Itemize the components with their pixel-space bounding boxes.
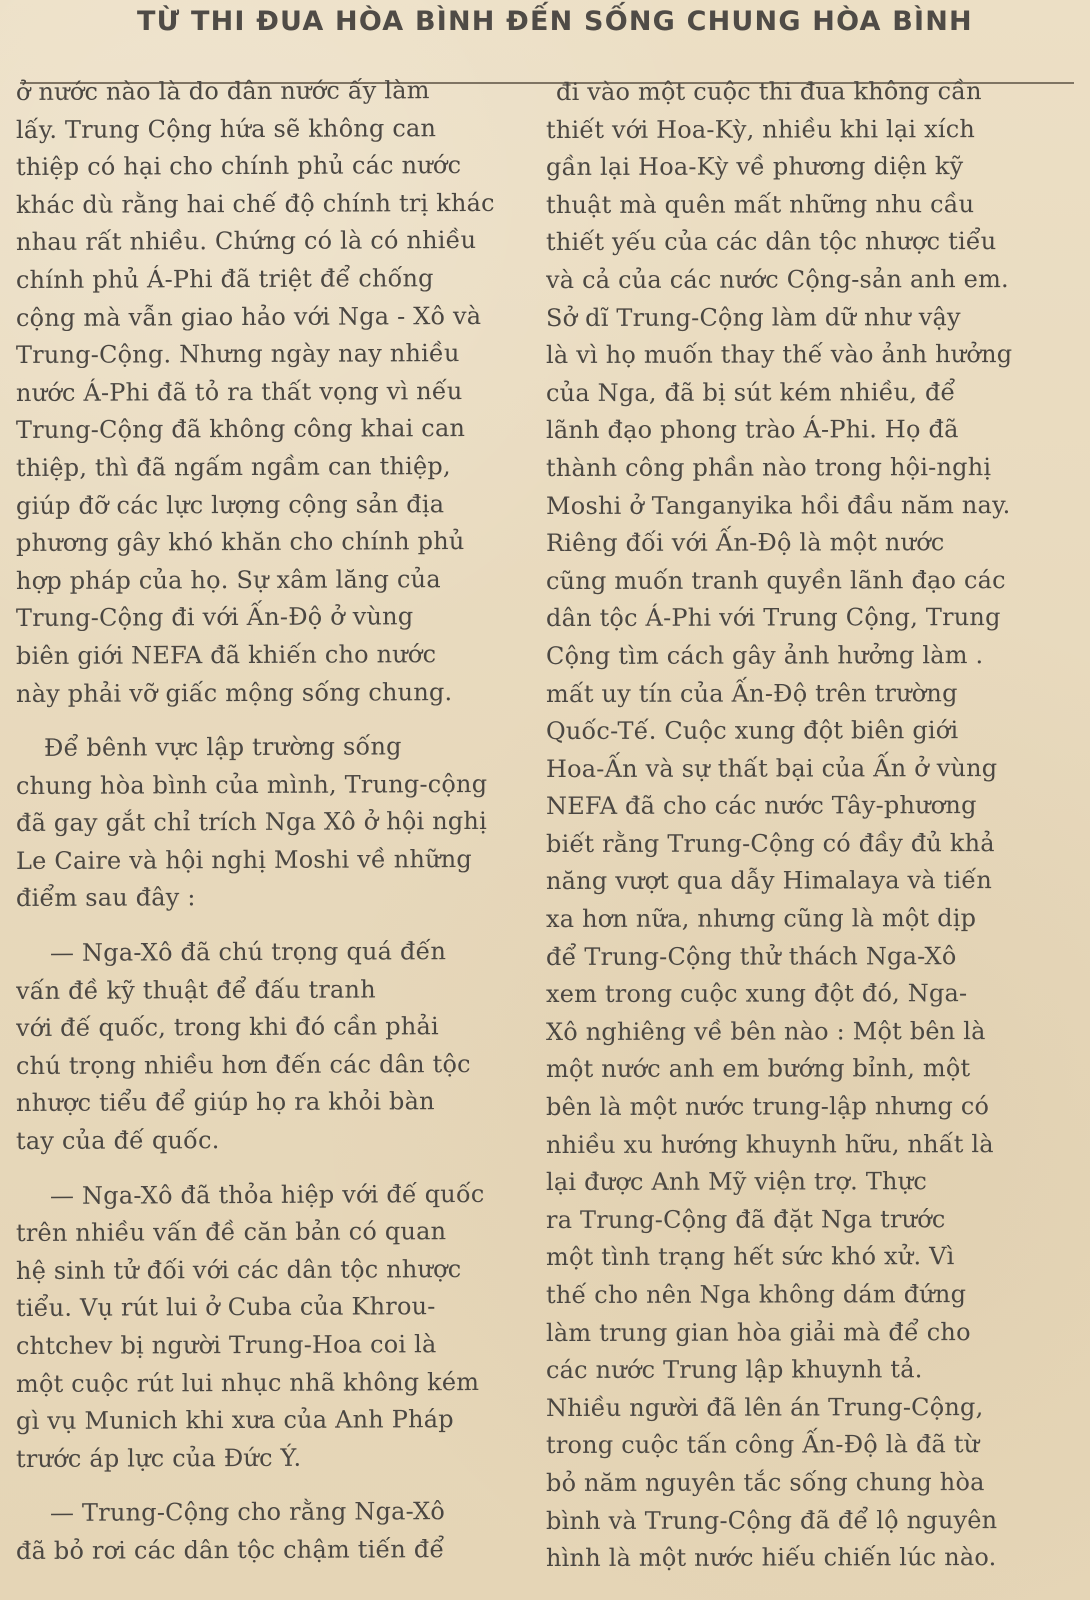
text-line: hợp pháp của họ. Sự xâm lăng của (16, 564, 441, 595)
text-line: ra Trung-Cộng đã đặt Nga trước (546, 1204, 946, 1234)
text-line: trước áp lực của Đức Ý. (16, 1443, 302, 1473)
text-line: giúp đỡ các lực lượng cộng sản địa (16, 489, 445, 520)
text-line: thiết với Hoa-Kỳ, nhiều khi lại xích (546, 114, 976, 144)
text-line: nước Á-Phi đã tỏ ra thất vọng vì nếu (16, 376, 463, 407)
left-column (16, 74, 516, 1594)
text-line: bên là một nước trung-lập nhưng có (546, 1092, 990, 1122)
text-line: Moshi ở Tanganyika hồi đầu năm nay. (546, 490, 1011, 520)
text-line: năng vượt qua dẫy Himalaya và tiến (546, 866, 992, 896)
text-line: là vì họ muốn thay thế vào ảnh hưởng (546, 340, 1013, 370)
text-line: một nước anh em bướng bỉnh, một (546, 1054, 971, 1084)
text-line: lấy. Trung Cộng hứa sẽ không can (16, 113, 437, 144)
text-line: chú trọng nhiều hơn đến các dân tộc (16, 1049, 471, 1080)
text-line: thế cho nên Nga không dám đứng (546, 1280, 967, 1309)
text-line: — Nga-Xô đã chú trọng quá đến (49, 937, 447, 967)
text-line: thiệp, thì đã ngấm ngầm can thiệp, (16, 452, 451, 482)
text-line: phương gây khó khăn cho chính phủ (16, 527, 465, 558)
text-line: đã gay gắt chỉ trích Nga Xô ở hội nghị (16, 807, 487, 838)
text-line: Nhiều người đã lên án Trung-Cộng, (546, 1392, 984, 1422)
text-line: Trung-Cộng. Nhưng ngày nay nhiều (16, 339, 460, 370)
text-line: cũng muốn tranh quyền lãnh đạo các (546, 565, 1006, 595)
text-line: với đế quốc, trong khi đó cần phải (16, 1012, 439, 1043)
text-line: biết rằng Trung-Cộng có đầy đủ khả (546, 828, 995, 858)
text-line: biên giới NEFA đã khiến cho nước (16, 640, 437, 670)
text-line: Cộng tìm cách gây ảnh hưởng làm . (546, 640, 984, 670)
text-columns (16, 74, 1074, 1594)
text-line: mất uy tín của Ấn-Độ trên trường (546, 678, 958, 708)
paragraph-gap (16, 1161, 516, 1178)
text-line: làm trung gian hòa giải mà để cho (546, 1317, 971, 1347)
text-line: thiết yếu của các dân tộc nhược tiểu (546, 227, 997, 257)
text-line: vấn đề kỹ thuật để đấu tranh (16, 975, 376, 1005)
text-line: thành công phần nào trong hội-nghị (546, 453, 992, 482)
text-line: Trung-Cộng đi với Ấn-Độ ở vùng (16, 602, 414, 633)
text-line: dân tộc Á-Phi với Trung Cộng, Trung (546, 603, 1001, 633)
text-line: các nước Trung lập khuynh tả. (546, 1355, 923, 1385)
text-line: — Nga-Xô đã thỏa hiệp với đế quốc (49, 1179, 485, 1210)
text-line: thuật mà quên mất những nhu cầu (546, 189, 975, 219)
text-line: xem trong cuộc xung đột đó, Nga- (546, 979, 968, 1009)
text-line: đã bỏ rơi các dân tộc chậm tiến để (16, 1535, 445, 1565)
text-line: Riêng đối với Ấn-Độ là một nước (546, 528, 945, 558)
text-line: một tình trạng hết sức khó xử. Vì (546, 1242, 955, 1272)
text-line: nhiều xu hướng khuynh hữu, nhất là (546, 1129, 994, 1159)
text-line: nhau rất nhiều. Chứng có là có nhiều (16, 226, 477, 257)
text-line: này phải vỡ giấc mộng sống chung. (16, 677, 453, 708)
text-line: Để bênh vực lập trường sống (43, 732, 402, 762)
text-line: và cả của các nước Cộng-sản anh em. (546, 264, 1009, 294)
text-line: khác dù rằng hai chế độ chính trị khác (16, 188, 495, 219)
text-line: bình và Trung-Cộng đã để lộ nguyên (546, 1505, 998, 1535)
text-line: cộng mà vẫn giao hảo với Nga - Xô và (16, 301, 482, 332)
text-line: Quốc-Tế. Cuộc xung đột biên giới (546, 716, 959, 746)
text-line: lãnh đạo phong trào Á-Phi. Họ đã (546, 415, 959, 445)
text-line: Trung-Cộng đã không công khai can (16, 414, 466, 445)
page-title: TỪ THI ĐUA HÒA BÌNH ĐẾN SỐNG CHUNG HÒA BÌNH (137, 6, 973, 37)
text-line: tiểu. Vụ rút lui ở Cuba của Khrou- (16, 1292, 436, 1323)
text-line: thiệp có hại cho chính phủ các nước (16, 151, 462, 182)
text-line: lại được Anh Mỹ viện trợ. Thực (546, 1167, 928, 1197)
text-line: một cuộc rút lui nhục nhã không kém (16, 1367, 480, 1398)
page-header (20, 0, 1074, 84)
right-column (546, 74, 1062, 1594)
text-line: Hoa-Ấn và sự thất bại của Ấn ở vùng (546, 753, 998, 783)
text-line: bỏ năm nguyên tắc sống chung hòa (546, 1468, 985, 1497)
text-line: đi vào một cuộc thi đua không cần (555, 77, 982, 106)
text-line: nhược tiểu để giúp họ ra khỏi bàn (16, 1087, 435, 1118)
text-line: hệ sinh tử đối với các dân tộc nhược (16, 1254, 462, 1285)
text-line: chung hòa bình của mình, Trung-cộng (16, 769, 488, 800)
text-line: Le Caire và hội nghị Moshi về những (16, 844, 473, 875)
text-line: — Trung-Cộng cho rằng Nga-Xô (49, 1497, 446, 1528)
text-line: NEFA đã cho các nước Tây-phương (546, 791, 977, 821)
text-line: ở nước nào là do dân nước ấy làm (16, 76, 430, 106)
text-line: điểm sau đây : (16, 883, 196, 913)
text-line: chtchev bị người Trung-Hoa coi là (16, 1330, 437, 1360)
text-line: hình là một nước hiếu chiến lúc nào. (546, 1543, 997, 1573)
text-line: của Nga, đã bị sút kém nhiều, để (546, 377, 956, 407)
text-line: xa hơn nữa, nhưng cũng là một dịp (546, 904, 977, 934)
text-line: chính phủ Á-Phi đã triệt để chống (16, 264, 434, 294)
text-line: tay của đế quốc. (16, 1126, 220, 1156)
text-line: trong cuộc tấn công Ấn-Độ là đã từ (546, 1430, 980, 1460)
text-line: để Trung-Cộng thử thách Nga-Xô (546, 941, 957, 971)
text-line: gần lại Hoa-Kỳ về phương diện kỹ (546, 152, 964, 182)
text-line: Xô nghiêng về bên nào : Một bên là (546, 1016, 986, 1046)
text-line: Sở dĩ Trung-Cộng làm dữ như vậy (546, 302, 961, 332)
text-line: trên nhiều vấn đề căn bản có quan (16, 1217, 447, 1248)
text-line: gì vụ Munich khi xưa của Anh Pháp (16, 1405, 454, 1436)
